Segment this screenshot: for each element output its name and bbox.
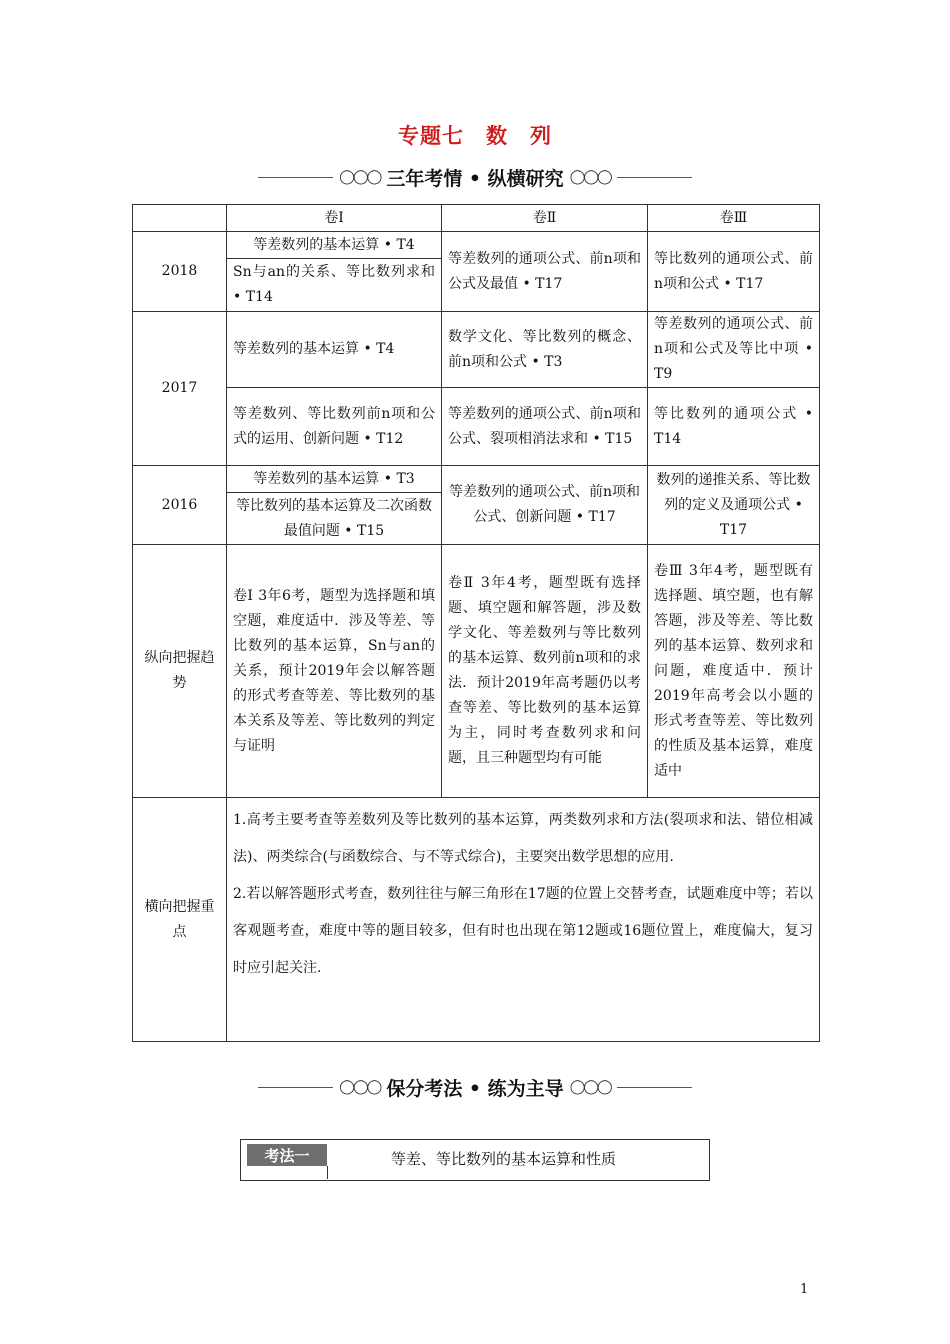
banner-line-left — [258, 1087, 333, 1088]
focus-paragraph-2: 2.若以解答题形式考查，数列往往与解三角形在17题的位置上交替考查，试题难度中等；若以客观题考查，难度中等的题目较多，但有时也出现在第12题或16题位置上，难度偏大，复习时应引起关注. — [233, 886, 813, 976]
cell-2017-paper2-b: 等差数列的通项公式、前n项和公式、裂项相消法求和 • T15 — [442, 388, 648, 466]
cell-2017-paper3-a: 等差数列的通项公式、前n项和公式及等比中项 • T9 — [648, 312, 820, 388]
cell-2017-paper3-b: 等比数列的通项公式 • T14 — [648, 388, 820, 466]
header-paper-2: 卷Ⅱ — [442, 205, 648, 232]
table-row-2017-b — [133, 388, 820, 466]
year-2018-label: 2018 — [133, 232, 227, 312]
exam-analysis-table — [132, 204, 820, 1042]
table-row-trend — [133, 545, 820, 798]
focus-content — [227, 798, 820, 1042]
page-title: 专题七 数 列 — [398, 124, 552, 148]
trend-paper1: 卷Ⅰ 3年6考，题型为选择题和填空题，难度适中．涉及等差、等比数列的基本运算，Sn与an的关系，预计2019年会以解答题的形式考查等差、等比数列的基本关系及等差、等比数列的判定与证明 — [227, 545, 442, 798]
banner-deco-left-icon: ◯◯◯ — [339, 1079, 381, 1095]
section-banner-trends — [0, 162, 950, 192]
header-paper-3: 卷Ⅲ — [648, 205, 820, 232]
method-tag: 考法一 — [247, 1144, 327, 1166]
method-heading-box — [240, 1139, 710, 1181]
cell-2017-paper1-b: 等差数列、等比数列前n项和公式的运用、创新问题 • T12 — [227, 388, 442, 466]
banner-line-right — [617, 177, 692, 178]
method-tag-divider — [327, 1166, 328, 1179]
table-header-row — [133, 205, 820, 232]
banner-line-left — [258, 177, 333, 178]
cell-2018-paper1-b: Sn与an的关系、等比数列求和 • T14 — [227, 259, 442, 312]
method-title: 等差、等比数列的基本运算和性质 — [391, 1150, 617, 1168]
focus-paragraph-1: 1.高考主要考查等差数列及等比数列的基本运算，两类数列求和方法(裂项求和法、错位相减法)、两类综合(与函数综合、与不等式综合)，主要突出数学思想的应用. — [233, 812, 813, 865]
trend-paper3: 卷Ⅲ 3年4考，题型既有选择题、填空题，也有解答题，涉及等差、等比数列的基本运算、数列求和问题，难度适中．预计2019年高考会以小题的形式考查等差、等比数列的性质及基本运算，难度适中 — [648, 545, 820, 798]
banner-deco-right-icon: ◯◯◯ — [569, 1079, 611, 1095]
header-paper-1: 卷Ⅰ — [227, 205, 442, 232]
table-row-2016-a — [133, 466, 820, 493]
table-row-2018-a — [133, 232, 820, 259]
focus-label: 横向把握重点 — [133, 798, 227, 1042]
banner-deco-right-icon: ◯◯◯ — [569, 169, 611, 185]
trend-paper2: 卷Ⅱ 3年4考，题型既有选择题、填空题和解答题，涉及数学文化、等差数列与等比数列的基本运算、数列前n项和的求法．预计2019年高考题仍以考查等差、等比数列的基本运算为主，同时考查数列求和问题，且三种题型均有可能 — [442, 545, 648, 798]
banner-text: 保分考法 • 练为主导 — [386, 1077, 564, 1100]
page-number: 1 — [800, 1282, 809, 1297]
cell-2016-paper1-a: 等差数列的基本运算 • T3 — [227, 466, 442, 493]
cell-2017-paper2-a: 数学文化、等比数列的概念、前n项和公式 • T3 — [442, 312, 648, 388]
banner-text: 三年考情 • 纵横研究 — [386, 167, 564, 190]
year-2016-label: 2016 — [133, 466, 227, 545]
banner-deco-left-icon: ◯◯◯ — [339, 169, 381, 185]
cell-2018-paper1-a: 等差数列的基本运算 • T4 — [227, 232, 442, 259]
cell-2017-paper1-a: 等差数列的基本运算 • T4 — [227, 312, 442, 388]
banner-line-right — [617, 1087, 692, 1088]
trend-label: 纵向把握趋势 — [133, 545, 227, 798]
cell-2018-paper2: 等差数列的通项公式、前n项和公式及最值 • T17 — [442, 232, 648, 312]
cell-2018-paper3: 等比数列的通项公式、前n项和公式 • T17 — [648, 232, 820, 312]
cell-2016-paper2: 等差数列的通项公式、前n项和公式、创新问题 • T17 — [442, 466, 648, 545]
table-row-focus — [133, 798, 820, 1042]
year-2017-label: 2017 — [133, 312, 227, 466]
cell-2016-paper1-b: 等比数列的基本运算及二次函数最值问题 • T15 — [227, 493, 442, 545]
table-row-2017-a — [133, 312, 820, 388]
cell-2016-paper3: 数列的递推关系、等比数列的定义及通项公式 • T17 — [648, 466, 820, 545]
section-banner-methods — [0, 1072, 950, 1102]
header-empty-cell — [133, 205, 227, 232]
